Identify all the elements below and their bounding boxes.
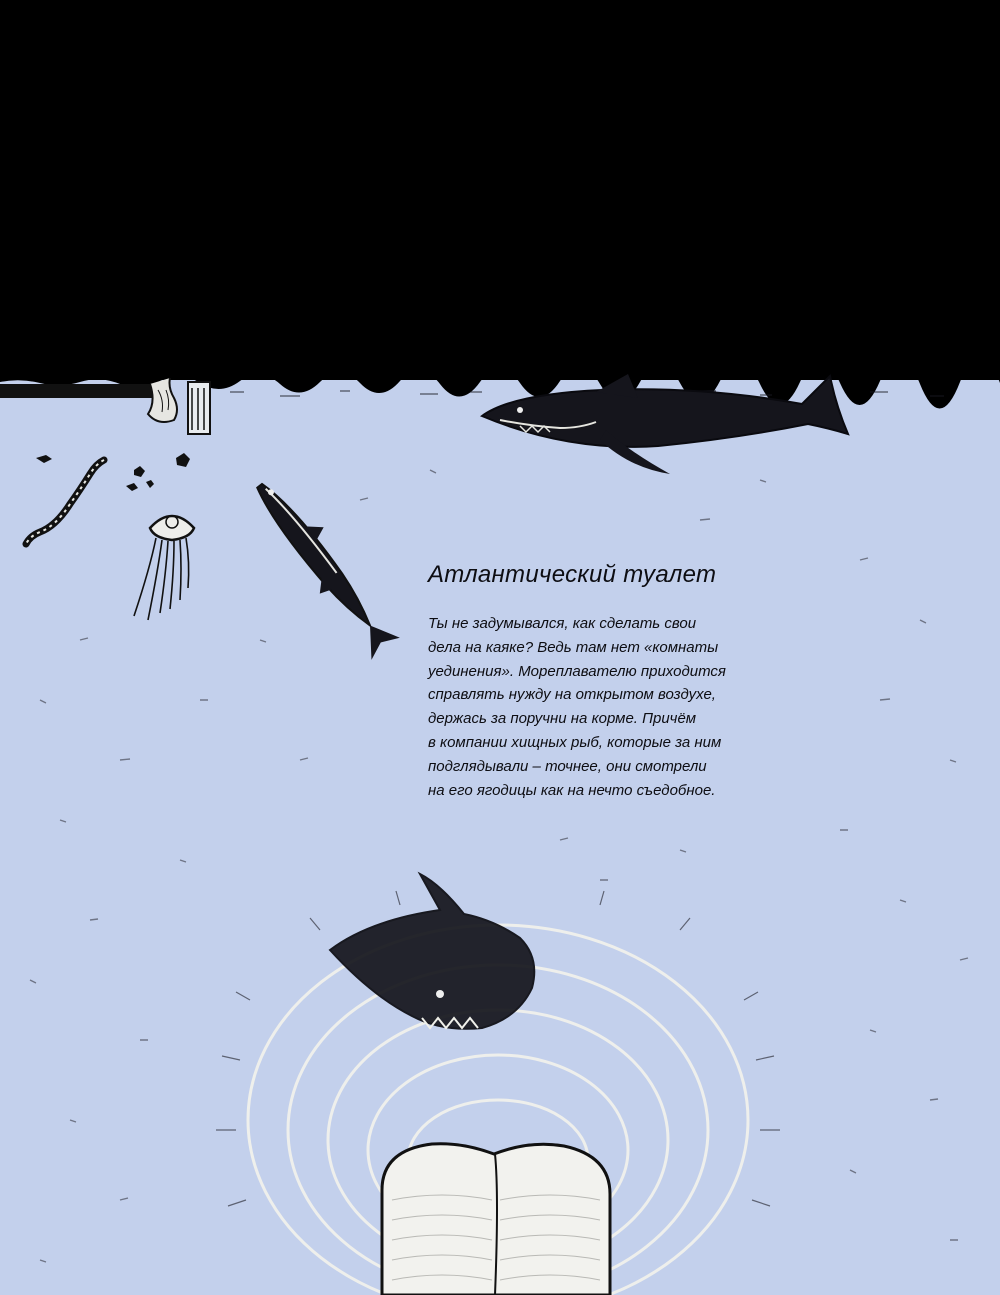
body-line: на его ягодицы как на нечто съедобное. bbox=[428, 781, 716, 799]
body-line: дела на каяке? Ведь там нет «комнаты bbox=[428, 638, 719, 656]
droppings bbox=[36, 453, 190, 491]
water-surface bbox=[0, 356, 1000, 408]
buttocks-icon bbox=[382, 1144, 610, 1295]
body-line: держась за поручни на корме. Причём bbox=[428, 710, 697, 728]
fish-icon bbox=[245, 470, 406, 659]
body-line: Ты не задумывался, как сделать свои bbox=[428, 615, 697, 632]
body-line: в компании хищных рыб, которые за ним bbox=[428, 733, 722, 751]
article-text-block bbox=[428, 560, 788, 802]
body-line: подглядывали – точнее, они смотрели bbox=[428, 757, 707, 775]
body-line: уединения». Мореплавателю приходится bbox=[428, 662, 726, 680]
kayak-stern-icon bbox=[0, 378, 210, 434]
article-body bbox=[428, 612, 788, 802]
body-line: справлять нужду на открытом воздухе, bbox=[428, 686, 716, 704]
eel-icon bbox=[26, 460, 104, 544]
article-title: Атлантический туалет bbox=[428, 561, 717, 588]
jellyfish-icon bbox=[134, 516, 194, 620]
